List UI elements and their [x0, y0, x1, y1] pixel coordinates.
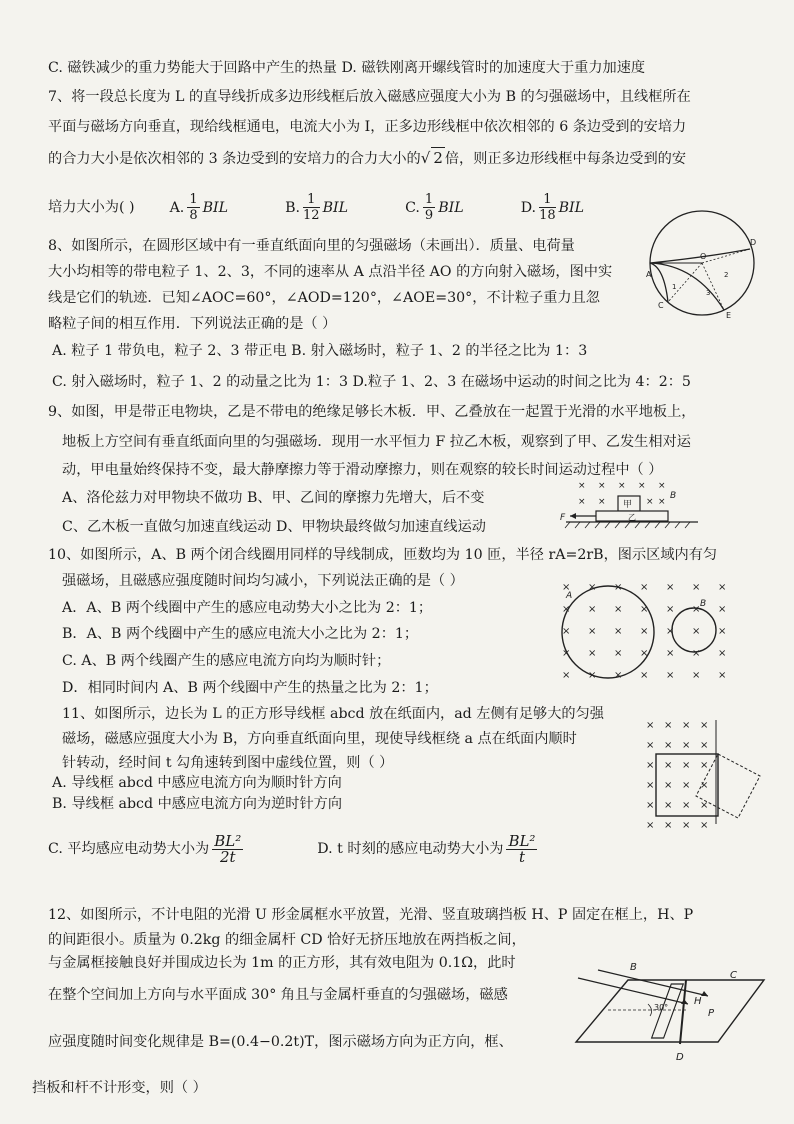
- svg-text:×: ×: [578, 481, 586, 491]
- svg-text:×: ×: [588, 670, 597, 681]
- q9-label-jia: 甲: [623, 500, 633, 510]
- q7-option-a-frac: [187, 192, 199, 223]
- q8-label-2: 2: [724, 271, 729, 279]
- q7-stem-line1: 7、将一段总长度为 L 的直导线折成多边形线框后放入磁感应强度大小为 B 的匀强磁场中，且线框所在: [48, 89, 691, 105]
- q9-floor-hatch: [565, 522, 690, 528]
- svg-text:×: ×: [646, 820, 655, 831]
- svg-text:×: ×: [666, 582, 675, 593]
- q10-field-crosses: [562, 582, 726, 681]
- q9-label-yi: 乙: [628, 513, 636, 522]
- svg-text:×: ×: [562, 582, 571, 593]
- svg-text:×: ×: [692, 670, 701, 681]
- svg-text:×: ×: [692, 626, 701, 637]
- q11-option-d-frac: [506, 831, 537, 866]
- q9-label-b: B: [670, 491, 677, 501]
- svg-text:×: ×: [614, 582, 623, 593]
- q12-label-d: D: [676, 1052, 684, 1063]
- q10-label-b: B: [700, 599, 707, 609]
- q12-stem-line1: 12、如图所示，不计电阻的光滑 U 形金属框水平放置，光滑、竖直玻璃挡板 H、P 固定在框上，H、P: [48, 907, 694, 923]
- q12-stem-line3: 与金属框接触良好并围成边长为 1m 的正方形，其有效电阻为 0.1Ω，此时: [48, 955, 516, 971]
- q8-label-d: D: [750, 238, 757, 247]
- q11-stem-line2: 磁场，磁感应强度大小为 B，方向垂直纸面向里，现使导线框绕 a 点在纸面内顺时: [62, 731, 577, 747]
- svg-text:×: ×: [692, 604, 701, 615]
- q8-figure: [646, 207, 758, 319]
- svg-text:×: ×: [562, 670, 571, 681]
- q7-sqrt-value: 2: [433, 149, 443, 167]
- svg-text:×: ×: [700, 800, 709, 811]
- q8-stem-line3: 线是它们的轨迹．已知∠AOC=60°，∠AOD=120°，∠AOE=30°，不计粒子重力且忽: [48, 290, 600, 306]
- q9-stem-line2: 地板上方空间有垂直纸面向里的匀强磁场．现用一水平恒力 F 拉乙木板，观察到了甲、乙发生相对运: [62, 434, 691, 450]
- q7-c-num: 1: [424, 192, 434, 207]
- svg-text:×: ×: [718, 604, 727, 615]
- q11-options-cd: [48, 832, 540, 866]
- q9-label-f: F: [560, 513, 566, 523]
- q8-stem-line4: 略粒子间的相互作用．下列说法正确的是（ ）: [48, 316, 337, 332]
- q7-option-d[interactable]: [520, 192, 585, 223]
- q8-label-e: E: [726, 311, 732, 319]
- q8-label-c: C: [658, 301, 664, 310]
- svg-text:×: ×: [640, 604, 649, 615]
- q11-d-num: BL²: [508, 831, 536, 850]
- q12-label-c: C: [730, 970, 737, 981]
- svg-text:×: ×: [614, 670, 623, 681]
- svg-text:×: ×: [598, 497, 606, 507]
- svg-text:×: ×: [666, 626, 675, 637]
- q9-options-ab[interactable]: A、洛伦兹力对甲物块不做功 B、甲、乙间的摩擦力先增大，后不变: [62, 490, 485, 506]
- q11-stem-line1: 11、如图所示，边长为 L 的正方形导线框 abcd 放在纸面内，ad 左侧有足够大的匀强: [62, 706, 604, 722]
- q12-label-h: H: [694, 996, 702, 1007]
- q11-option-d[interactable]: [317, 831, 540, 866]
- q8-stem-line2: 大小均相等的带电粒子 1、2、3，不同的速率从 A 点沿半径 AO 的方向射入磁场，图中实: [48, 264, 613, 280]
- q12-figure: [568, 960, 768, 1068]
- svg-text:×: ×: [718, 648, 727, 659]
- q11-option-c[interactable]: [48, 831, 246, 866]
- svg-text:×: ×: [682, 780, 691, 791]
- q7-option-c-label: C.: [405, 199, 420, 216]
- q7-d-num: 1: [539, 192, 556, 208]
- q8-trajectory-1: [650, 263, 668, 302]
- q11-d-den: t: [518, 847, 525, 866]
- q7-b-den: 12: [303, 208, 320, 223]
- q10-option-b[interactable]: B．A、B 两个线圈中产生的感应电流大小之比为 2：1；: [62, 626, 419, 642]
- q6-options-cd: C. 磁铁减少的重力势能大于回路中产生的热量 D. 磁铁刚离开螺线管时的加速度大于重力加速度: [48, 60, 646, 76]
- q12-label-angle: 30°: [654, 1003, 669, 1012]
- q7-option-c[interactable]: [405, 192, 464, 223]
- q7-stem-line3-b: 倍，则正多边形线框中每条边受到的安: [444, 151, 687, 167]
- svg-text:×: ×: [664, 760, 673, 771]
- q7-stem-line3-a: 的合力大小是依次相邻的 3 条边受到的安培力的合力大小的: [48, 151, 421, 167]
- q7-a-num: 1: [189, 192, 198, 207]
- q9-stem-line1: 9、如图，甲是带正电物块，乙是不带电的绝缘足够长木板．甲、乙叠放在一起置于光滑的水平地板上，: [48, 404, 696, 420]
- q7-option-b[interactable]: [285, 192, 349, 223]
- svg-text:×: ×: [682, 800, 691, 811]
- q12-stem-line6: 挡板和杆不计形变，则（ ）: [32, 1080, 207, 1096]
- svg-text:×: ×: [618, 481, 626, 491]
- svg-text:×: ×: [640, 626, 649, 637]
- svg-text:×: ×: [700, 720, 709, 731]
- q12-label-p: P: [708, 1008, 715, 1019]
- q7-answer-line: [48, 192, 584, 223]
- q11-option-b[interactable]: B. 导线框 abcd 中感应电流方向为逆时针方向: [52, 796, 343, 812]
- svg-text:×: ×: [614, 626, 623, 637]
- svg-text:×: ×: [646, 720, 655, 731]
- svg-text:×: ×: [658, 481, 666, 491]
- q12-field-line-1: [578, 978, 688, 1004]
- q9-force-arrow: [570, 513, 576, 519]
- svg-text:×: ×: [664, 780, 673, 791]
- q12-label-b: B: [630, 962, 637, 973]
- q9-stem-line3: 动，甲电量始终保持不变，最大静摩擦力等于滑动摩擦力，则在观察的较长时间运动过程中（ ）: [62, 462, 663, 478]
- q7-b-num: 1: [303, 192, 320, 208]
- svg-text:×: ×: [614, 604, 623, 615]
- svg-text:×: ×: [588, 626, 597, 637]
- svg-text:×: ×: [614, 648, 623, 659]
- svg-text:×: ×: [700, 760, 709, 771]
- svg-text:×: ×: [646, 800, 655, 811]
- svg-text:×: ×: [682, 740, 691, 751]
- svg-text:×: ×: [640, 670, 649, 681]
- svg-text:×: ×: [700, 820, 709, 831]
- q8-options-cd[interactable]: C. 射入磁场时，粒子 1、2 的动量之比为 1：3 D.粒子 1、2、3 在磁场中运动的时间之比为 4：2：5: [52, 374, 691, 390]
- svg-text:×: ×: [666, 670, 675, 681]
- q9-options-cd[interactable]: C、乙木板一直做匀加速直线运动 D、甲物块最终做匀加速直线运动: [62, 519, 486, 535]
- svg-text:×: ×: [588, 582, 597, 593]
- q7-c-den: 9: [424, 208, 434, 223]
- q7-stem-line3: [48, 147, 686, 169]
- q7-option-d-label: D.: [520, 199, 537, 216]
- q7-a-den: 8: [189, 208, 198, 223]
- q10-option-d[interactable]: D．相同时间内 A、B 两个线圈中产生的热量之比为 2：1；: [62, 680, 438, 696]
- q8-label-a: A: [646, 270, 652, 279]
- q7-option-b-frac: [303, 192, 320, 223]
- q7-a-tail: BIL: [202, 199, 229, 216]
- q11-option-a[interactable]: A. 导线框 abcd 中感应电流方向为顺时针方向: [52, 775, 342, 791]
- q8-options-ab[interactable]: A. 粒子 1 带负电，粒子 2、3 带正电 B. 射入磁场时，粒子 1、2 的半径之比为 1：3: [52, 343, 588, 359]
- svg-text:×: ×: [598, 481, 606, 491]
- q11-option-c-text: C. 平均感应电动势大小为: [48, 841, 210, 857]
- q11-c-num: BL²: [214, 831, 242, 850]
- svg-text:×: ×: [664, 740, 673, 751]
- q8-label-1: 1: [672, 283, 677, 291]
- svg-text:×: ×: [646, 760, 655, 771]
- q11-option-d-text: D. t 时刻的感应电动势大小为: [317, 841, 504, 857]
- q12-field-arrow-2: [701, 991, 708, 996]
- q7-option-a[interactable]: [169, 192, 229, 223]
- q7-d-den: 18: [539, 208, 556, 223]
- svg-text:×: ×: [646, 497, 654, 507]
- svg-text:×: ×: [718, 582, 727, 593]
- svg-text:×: ×: [718, 626, 727, 637]
- q11-stem-line3: 针转动，经时间 t 勾角速转到图中虚线位置，则（ ）: [62, 755, 394, 771]
- svg-text:×: ×: [682, 720, 691, 731]
- svg-text:×: ×: [646, 780, 655, 791]
- q7-stem-line2: 平面与磁场方向垂直，现给线框通电，电流大小为 I，正多边形线框中依次相邻的 6 条边受到的安培力: [48, 119, 687, 135]
- svg-text:×: ×: [700, 740, 709, 751]
- svg-text:×: ×: [664, 800, 673, 811]
- q10-option-a[interactable]: A．A、B 两个线圈中产生的感应电动势大小之比为 2：1；: [62, 600, 433, 616]
- svg-text:×: ×: [588, 604, 597, 615]
- svg-text:×: ×: [700, 780, 709, 791]
- q7-option-b-label: B.: [285, 199, 301, 216]
- q7-d-tail: BIL: [558, 199, 585, 216]
- q8-label-o: O: [700, 252, 707, 261]
- q7-stem-line4: 培力大小为( ): [48, 199, 135, 216]
- svg-text:×: ×: [682, 760, 691, 771]
- svg-text:×: ×: [666, 604, 675, 615]
- q10-figure: [556, 578, 734, 690]
- svg-text:×: ×: [562, 626, 571, 637]
- svg-text:×: ×: [562, 648, 571, 659]
- svg-text:×: ×: [640, 648, 649, 659]
- q12-field-line-2: [598, 970, 708, 996]
- svg-text:×: ×: [692, 582, 701, 593]
- q7-option-d-frac: [539, 192, 556, 223]
- q12-stem-line2: 的间距很小。质量为 0.2kg 的细金属杆 CD 恰好无挤压地放在两挡板之间，: [48, 932, 526, 948]
- q12-u-frame: [576, 980, 764, 1042]
- svg-text:×: ×: [640, 582, 649, 593]
- svg-text:×: ×: [658, 497, 666, 507]
- svg-text:×: ×: [682, 820, 691, 831]
- q11-figure: [640, 716, 770, 832]
- q10-label-a: A: [566, 591, 573, 601]
- q8-stem-line1: 8、如图所示，在圆形区域中有一垂直纸面向里的匀强磁场（未画出）．质量、电荷量: [48, 238, 575, 254]
- svg-text:×: ×: [718, 670, 727, 681]
- q9-figure: [556, 478, 702, 540]
- svg-text:×: ×: [666, 648, 675, 659]
- svg-text:×: ×: [692, 648, 701, 659]
- svg-text:×: ×: [578, 497, 586, 507]
- q10-stem-line1: 10、如图所示，A、B 两个闭合线圈用同样的导线制成，匝数均为 10 匝，半径 rA=2rB，图示区域内有匀: [48, 547, 718, 563]
- svg-text:×: ×: [562, 604, 571, 615]
- q7-sqrt: √ 2: [420, 149, 443, 167]
- q8-label-3: 3: [706, 289, 711, 297]
- q10-option-c[interactable]: C. A、B 两个线圈产生的感应电流方向均为顺时针；: [62, 653, 391, 669]
- q11-option-c-frac: [212, 831, 243, 866]
- svg-text:×: ×: [588, 648, 597, 659]
- q7-option-c-frac: [423, 192, 435, 223]
- q12-stem-line4: 在整个空间加上方向与水平面成 30° 角且与金属杆垂直的匀强磁场，磁感: [48, 987, 508, 1003]
- svg-text:×: ×: [646, 740, 655, 751]
- q7-b-tail: BIL: [322, 199, 349, 216]
- svg-text:×: ×: [664, 820, 673, 831]
- q11-c-den: 2t: [219, 847, 236, 866]
- q7-c-tail: BIL: [438, 199, 464, 216]
- svg-text:×: ×: [664, 720, 673, 731]
- svg-text:×: ×: [638, 481, 646, 491]
- q10-stem-line2: 强磁场，且磁感应强度随时间均匀减小，下列说法正确的是（ ）: [62, 573, 464, 589]
- q7-option-a-label: A.: [169, 199, 185, 216]
- q12-stem-line5: 应强度随时间变化规律是 B=(0.4−0.2t)T，图示磁场方向为正方向，框、: [48, 1034, 513, 1050]
